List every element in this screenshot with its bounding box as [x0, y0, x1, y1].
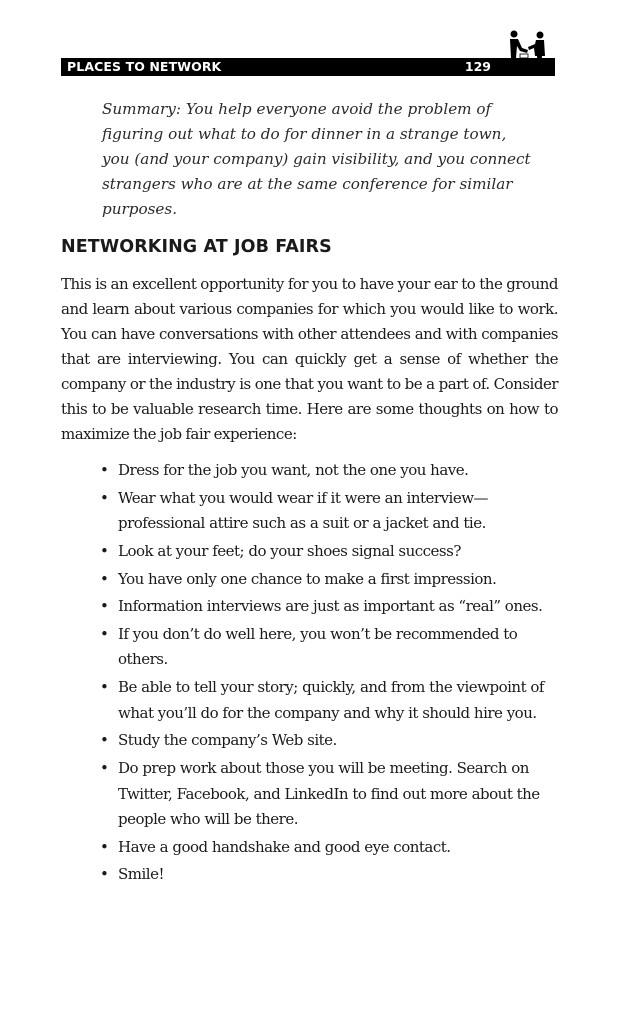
list-item — [100, 835, 560, 861]
bullet-icon: • — [100, 461, 109, 479]
bullet-icon: • — [100, 597, 109, 616]
handshake-figures-icon — [500, 28, 556, 78]
bullet-icon: • — [100, 488, 109, 507]
list-item — [100, 539, 560, 565]
summary-paragraph: Summary: You help everyone avoid the problem of figuring out what to do for dinner in a strange town, you (and your company) gain visibility, and you connect strangers who are at the same conference for similar purposes. — [102, 100, 531, 218]
list-item — [100, 622, 560, 673]
bullet-icon: • — [100, 624, 109, 643]
list-item-text: If you don’t do well here, you won’t be recommended to others. — [118, 624, 518, 669]
list-item — [100, 567, 560, 593]
header-section-title: PLACES TO NETWORK — [67, 59, 222, 74]
section-heading: NETWORKING AT JOB FAIRS — [61, 237, 332, 257]
list-item — [100, 675, 560, 726]
list-item-text: Study the company’s Web site. — [118, 731, 337, 750]
bullet-icon: • — [100, 865, 109, 884]
list-item-text: Smile! — [118, 865, 164, 884]
running-header — [61, 58, 555, 76]
list-item — [100, 458, 560, 484]
intro-paragraph: This is an excellent opportunity for you to have your ear to the ground and learn about various companies for which you would like to work. You can have conversations with other attendees and with companies that are interviewing. You can quickly get a sense of whether the company or the industry is one that you want to be a part of. Consider this to be valuable research time. Here are some thoughts on how to maximize the job fair experience: — [61, 275, 558, 443]
tips-list — [100, 458, 560, 890]
list-item-text: Wear what you would wear if it were an interview—professional attire such as a suit or a jacket and tie. — [118, 488, 489, 533]
list-item-text: Do prep work about those you will be meeting. Search on Twitter, Facebook, and LinkedIn to find out more about the people who will be there. — [118, 759, 540, 828]
bullet-icon: • — [100, 759, 109, 777]
list-item — [100, 862, 560, 888]
page-number: 129 — [464, 59, 491, 74]
bullet-icon: • — [100, 837, 109, 856]
list-item — [100, 728, 560, 754]
bullet-icon: • — [100, 569, 109, 588]
bullet-icon: • — [100, 541, 109, 560]
list-item-text: You have only one chance to make a first impression. — [118, 569, 497, 588]
list-item — [100, 756, 560, 833]
list-item-text: Information interviews are just as important as “real” ones. — [118, 597, 543, 616]
bullet-icon: • — [100, 731, 109, 750]
bullet-icon: • — [100, 678, 109, 697]
list-item-text: Have a good handshake and good eye contact. — [118, 837, 451, 856]
list-item — [100, 486, 560, 537]
list-item — [100, 594, 560, 620]
list-item-text: Look at your feet; do your shoes signal success? — [118, 541, 461, 560]
list-item-text: Be able to tell your story; quickly, and from the viewpoint of what you’ll do for the company and why it should hire you. — [118, 678, 544, 722]
list-item-text: Dress for the job you want, not the one you have. — [118, 461, 469, 479]
